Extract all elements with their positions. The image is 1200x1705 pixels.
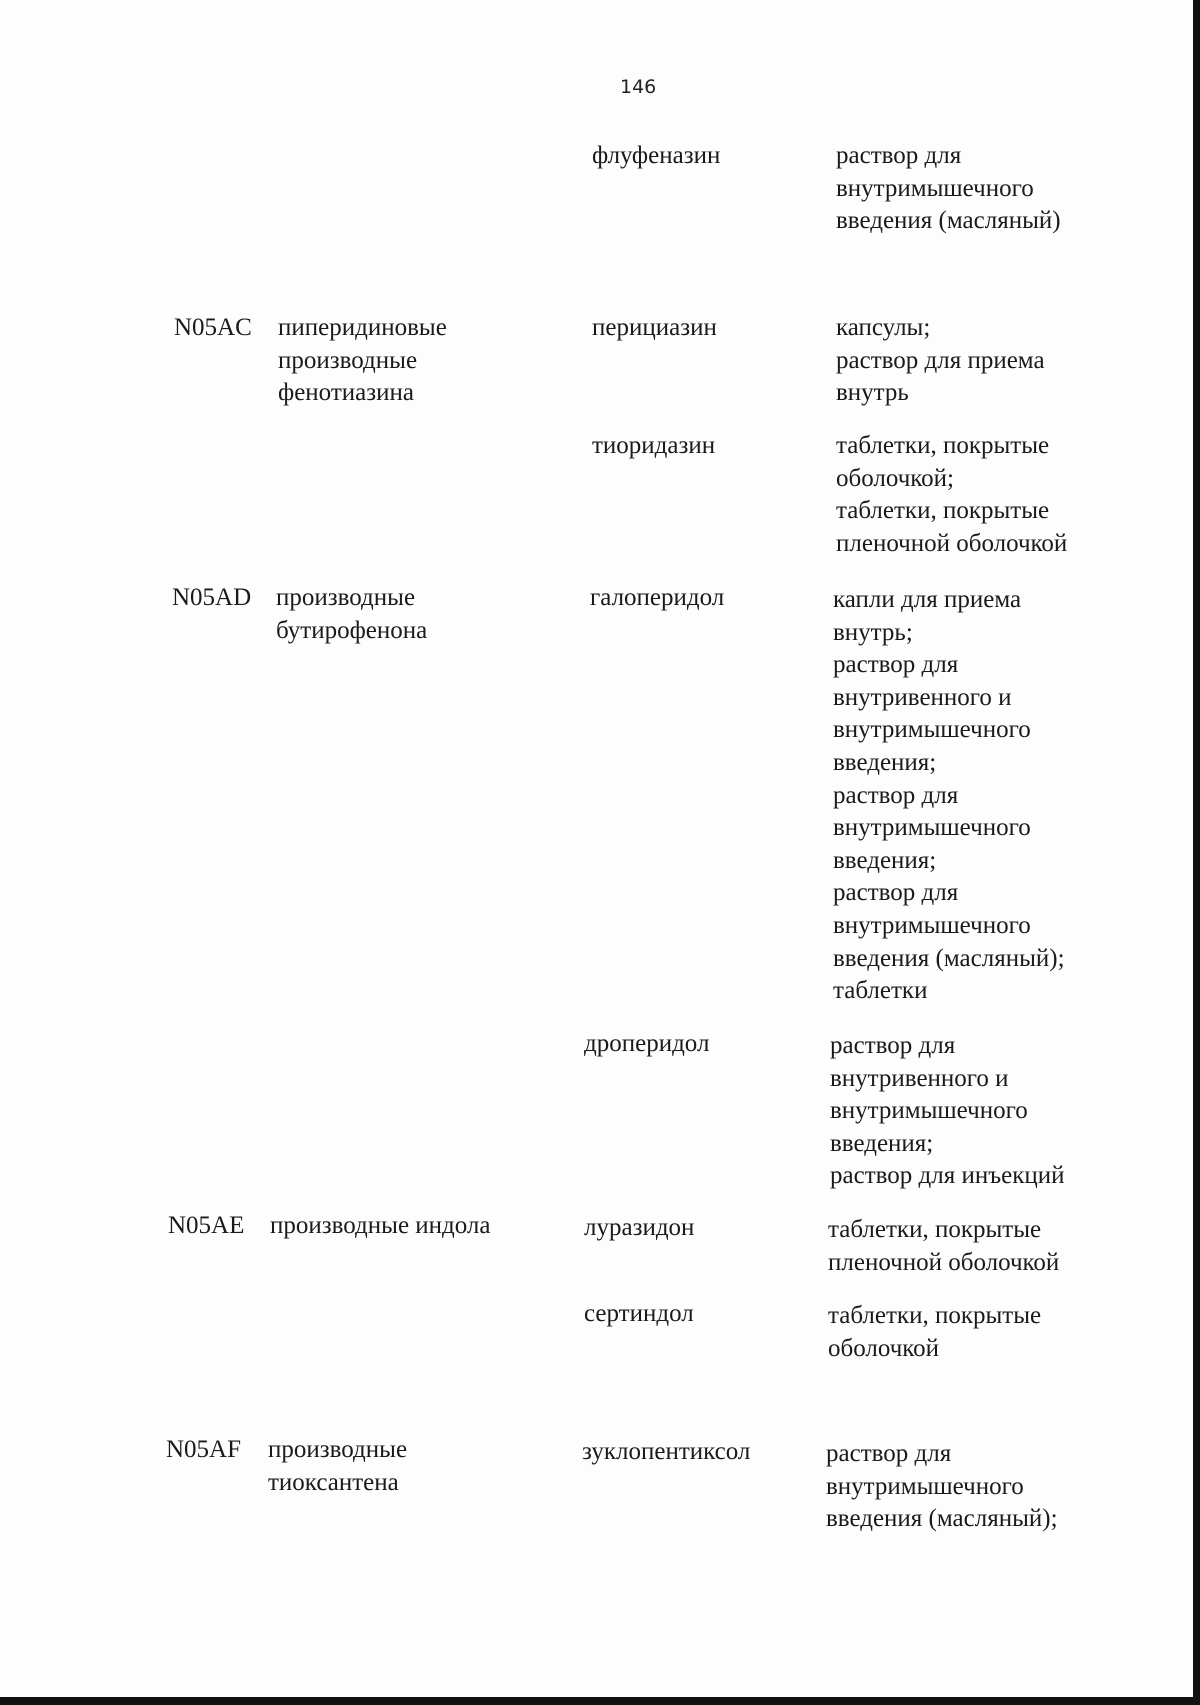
dosage-forms bbox=[828, 1214, 1118, 1279]
dosage-form-line: введения; bbox=[833, 748, 937, 776]
dosage-form-line: внутримышечного bbox=[833, 911, 1031, 939]
atc-code: N05AC bbox=[174, 314, 252, 341]
drug-name: галоперидол bbox=[590, 584, 725, 611]
dosage-form-line: внутримышечного bbox=[836, 174, 1034, 202]
dosage-form-line: раствор для инъекций bbox=[830, 1162, 1065, 1190]
atc-group bbox=[278, 312, 548, 410]
drug-name: дроперидол bbox=[584, 1030, 710, 1057]
page-number: 146 bbox=[620, 76, 657, 98]
dosage-form-line: оболочкой; bbox=[836, 464, 954, 492]
dosage-form-line: таблетки, покрытые bbox=[828, 1302, 1042, 1329]
dosage-form-line: раствор для bbox=[833, 651, 959, 679]
dosage-form-line: внутрь bbox=[836, 379, 909, 407]
dosage-form-line: таблетки, покрытые bbox=[828, 1216, 1042, 1243]
dosage-forms bbox=[828, 1300, 1118, 1365]
dosage-forms bbox=[826, 1438, 1116, 1536]
atc-code: N05AE bbox=[168, 1212, 245, 1239]
dosage-form-line: раствор для bbox=[826, 1440, 952, 1467]
dosage-forms bbox=[836, 140, 1126, 238]
atc-group-line: производные bbox=[276, 584, 416, 611]
dosage-form-line: внутривенного и bbox=[830, 1064, 1009, 1092]
atc-group-line: производные bbox=[278, 346, 418, 374]
drug-name: зуклопентиксол bbox=[582, 1438, 751, 1465]
dosage-form-line: введения (масляный); bbox=[833, 944, 1065, 972]
dosage-form-line: введения (масляный); bbox=[826, 1505, 1058, 1533]
atc-group bbox=[276, 582, 546, 647]
scan-border-bottom bbox=[0, 1697, 1200, 1705]
atc-group-line: пиперидиновые bbox=[278, 314, 447, 341]
dosage-forms bbox=[836, 430, 1126, 560]
dosage-form-line: таблетки, покрытые bbox=[836, 432, 1050, 459]
dosage-forms bbox=[830, 1030, 1120, 1193]
dosage-form-line: таблетки bbox=[833, 977, 928, 1005]
atc-group bbox=[268, 1434, 538, 1499]
dosage-form-line: пленочной оболочкой bbox=[836, 529, 1068, 557]
atc-group-line: производные bbox=[268, 1436, 408, 1463]
dosage-form-line: внутримышечного bbox=[833, 814, 1031, 842]
dosage-form-line: введения (масляный) bbox=[836, 207, 1061, 235]
dosage-form-line: капсулы; bbox=[836, 314, 931, 341]
drug-name: тиоридазин bbox=[592, 432, 716, 459]
dosage-form-line: введения; bbox=[833, 846, 937, 874]
atc-group-line: фенотиазина bbox=[278, 379, 414, 407]
dosage-forms bbox=[836, 312, 1126, 410]
atc-group-line: производные индола bbox=[270, 1212, 491, 1239]
dosage-form-line: внутримышечного bbox=[830, 1097, 1028, 1125]
dosage-form-line: таблетки, покрытые bbox=[836, 497, 1050, 525]
dosage-form-line: раствор для bbox=[830, 1032, 956, 1059]
dosage-form-line: раствор для bbox=[836, 142, 962, 169]
scan-border-right bbox=[1193, 0, 1200, 1705]
atc-code: N05AF bbox=[166, 1436, 242, 1463]
drug-name: луразидон bbox=[584, 1214, 695, 1241]
drug-name: флуфеназин bbox=[592, 142, 721, 169]
dosage-form-line: внутрь; bbox=[833, 618, 913, 646]
atc-group-line: бутирофенона bbox=[276, 616, 428, 644]
atc-group-line: тиоксантена bbox=[268, 1468, 399, 1496]
dosage-form-line: раствор для bbox=[833, 879, 959, 907]
dosage-form-line: внутримышечного bbox=[826, 1472, 1024, 1500]
dosage-form-line: введения; bbox=[830, 1129, 934, 1157]
dosage-form-line: оболочкой bbox=[828, 1334, 940, 1362]
dosage-form-line: пленочной оболочкой bbox=[828, 1248, 1060, 1276]
dosage-forms bbox=[833, 584, 1123, 1008]
dosage-form-line: раствор для bbox=[833, 781, 959, 809]
drug-name: сертиндол bbox=[584, 1300, 694, 1327]
dosage-form-line: внутримышечного bbox=[833, 716, 1031, 744]
dosage-form-line: раствор для приема bbox=[836, 346, 1045, 374]
atc-code: N05AD bbox=[172, 584, 252, 611]
dosage-form-line: капли для приема bbox=[833, 586, 1022, 613]
dosage-form-line: внутривенного и bbox=[833, 683, 1012, 711]
atc-group bbox=[270, 1210, 540, 1243]
drug-name: перициазин bbox=[592, 314, 717, 341]
